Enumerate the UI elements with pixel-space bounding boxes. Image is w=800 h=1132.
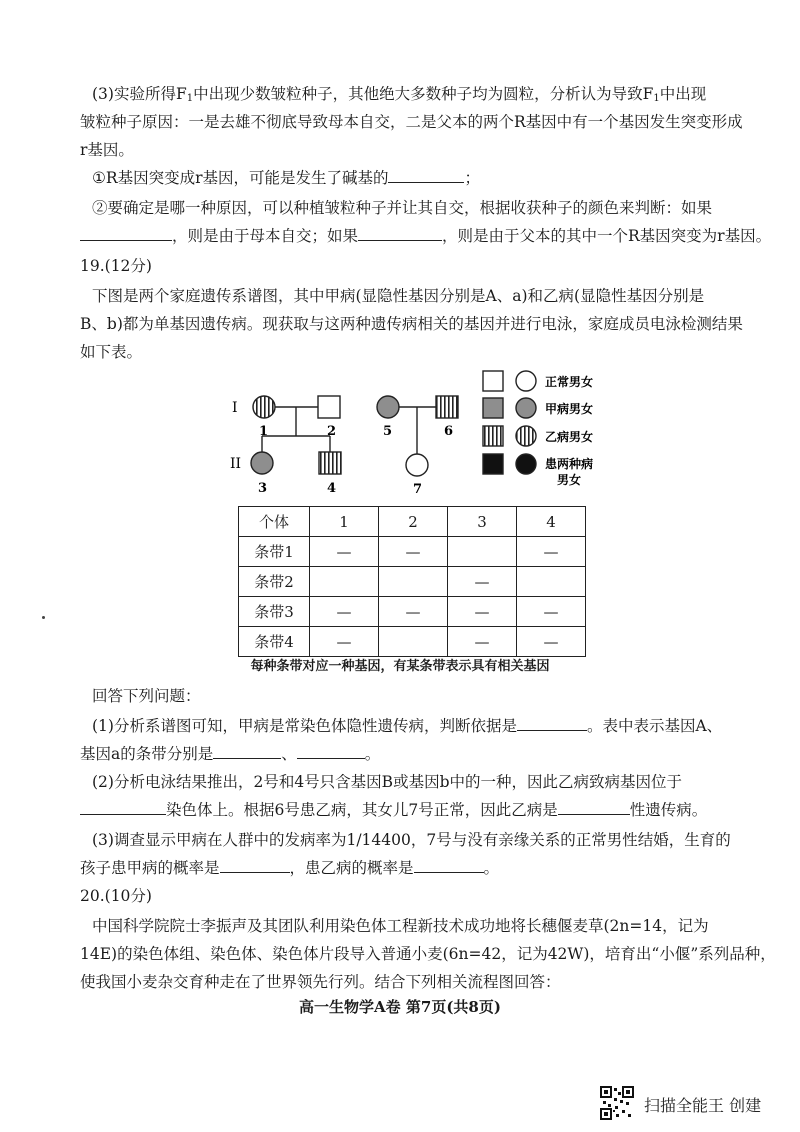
generation-2-label: II [230, 456, 242, 472]
generation-1-label: I [232, 400, 238, 416]
table-cell [517, 567, 586, 597]
answer-blank[interactable] [517, 716, 587, 731]
legend-both-label-1: 患两种病 [545, 457, 594, 471]
legend-normal-label: 正常男女 [545, 375, 594, 389]
legend-both-male [483, 454, 503, 474]
q20-line1: 中国科学院院士李振声及其团队利用染色体工程新技术成功地将长穗偃麦草(2n=14，记为 [92, 917, 709, 935]
row-label: 条带4 [239, 627, 310, 657]
qr-code-icon [600, 1086, 634, 1120]
answer-blank[interactable] [414, 858, 484, 873]
table-cell [448, 537, 517, 567]
table-cell [310, 567, 379, 597]
individual-3-a-disease-female [251, 452, 273, 474]
q19-intro-3: 如下表。 [80, 343, 143, 361]
q19-part1-line1: (1)分析系谱图可知，甲病是常染色体隐性遗传病，判断依据是 。表中表示基因A、 [92, 717, 723, 735]
table-row [239, 627, 586, 657]
q19-part2-line1: (2)分析电泳结果推出，2号和4号只含基因B或基因b中的一种，因此乙病致病基因位于 [92, 773, 682, 791]
q20-line3: 使我国小麦杂交育种走在了世界领先行列。结合下列相关流程图回答： [80, 973, 561, 991]
legend-b-male [483, 426, 503, 446]
legend-a-female [516, 398, 536, 418]
table-header-row [239, 507, 586, 537]
label-3: 3 [258, 481, 268, 496]
scan-speck [42, 616, 45, 619]
table-header-cell: 4 [517, 507, 586, 537]
table-cell: — [448, 597, 517, 627]
electrophoresis-table [238, 506, 586, 657]
table-cell: — [517, 627, 586, 657]
page-footer: 高一生物学A卷 第7页(共8页) [299, 998, 501, 1016]
row-label: 条带3 [239, 597, 310, 627]
answer-blank[interactable] [213, 744, 281, 759]
individual-7-normal-female [406, 454, 428, 476]
q18-3-line3: r基因。 [80, 141, 134, 159]
individual-1-b-disease-female [253, 396, 275, 418]
scanner-text: 扫描全能王 创建 [644, 1096, 762, 1115]
table-cell [379, 567, 448, 597]
label-5: 5 [383, 424, 393, 439]
label-2: 2 [327, 424, 337, 439]
scanner-watermark [600, 1086, 790, 1122]
table-cell: — [310, 597, 379, 627]
q19-part3-line2: 孩子患甲病的概率是 ，患乙病的概率是 。 [80, 859, 500, 877]
legend-b-female [516, 426, 536, 446]
q19-header: 19.(12分) [80, 257, 152, 275]
table-header-cell: 个体 [239, 507, 310, 537]
answer-blank[interactable] [80, 800, 166, 815]
answer-prompt: 回答下列问题： [92, 687, 201, 705]
table-header-cell: 1 [310, 507, 379, 537]
table-row [239, 537, 586, 567]
table-cell: — [310, 537, 379, 567]
answer-blank[interactable] [297, 744, 365, 759]
row-label: 条带1 [239, 537, 310, 567]
table-caption: 每种条带对应一种基因，有某条带表示具有相关基因 [250, 659, 550, 674]
q19-intro-1: 下图是两个家庭遗传系谱图，其中甲病(显隐性基因分别是A、a)和乙病(显隐性基因分别是 [92, 287, 705, 305]
q18-3-line2: 皱粒种子原因：一是去雄不彻底导致母本自交，二是父本的两个R基因中有一个基因发生突变形成 [80, 113, 743, 131]
table-cell: — [310, 627, 379, 657]
individual-2-normal-male [318, 396, 340, 418]
individual-6-b-disease-male [436, 396, 458, 418]
answer-blank[interactable] [558, 800, 630, 815]
table-header-cell: 2 [379, 507, 448, 537]
row-label: 条带2 [239, 567, 310, 597]
q19-intro-2: B、b)都为单基因遗传病。现获取与这两种遗传病相关的基因并进行电泳，家庭成员电泳检测结果 [80, 315, 743, 333]
legend-b-label: 乙病男女 [545, 430, 594, 444]
label-6: 6 [444, 424, 454, 439]
table-cell: — [448, 567, 517, 597]
label-1: 1 [259, 424, 269, 439]
legend-a-male [483, 398, 503, 418]
table-cell: — [517, 537, 586, 567]
pedigree-chart [0, 0, 800, 500]
table-row [239, 567, 586, 597]
legend-both-label-2: 男女 [557, 473, 582, 487]
answer-blank[interactable] [220, 858, 290, 873]
label-4: 4 [327, 481, 337, 496]
legend-normal-female [516, 371, 536, 391]
individual-5-a-disease-female [377, 396, 399, 418]
table-row [239, 597, 586, 627]
q18-3-line1: (3)实验所得$F_1$中出现少数皱粒种子，其他绝大多数种子均为圆粒，分析认为导致$F_1$中出现 [92, 85, 707, 104]
q19-part3-line1: (3)调查显示甲病在人群中的发病率为1/14400，7号与没有亲缘关系的正常男性结婚，生育的 [92, 831, 731, 849]
q18-3-item1: ①R基因突变成r基因，可能是发生了碱基的 ； [92, 169, 480, 187]
q19-part2-line2: 染色体上。根据6号患乙病，其女儿7号正常，因此乙病是 性遗传病。 [80, 800, 707, 820]
table-header-cell: 3 [448, 507, 517, 537]
table-cell [379, 627, 448, 657]
legend-both-female [516, 454, 536, 474]
legend-normal-male [483, 371, 503, 391]
table-cell: — [379, 597, 448, 627]
q19-part1-line2: 基因a的条带分别是 、 。 [80, 745, 381, 763]
table-cell: — [448, 627, 517, 657]
individual-4-b-disease-male [319, 452, 341, 474]
q20-line2: 14E)的染色体组、染色体、染色体片段导入普通小麦(6n=42，记为42W)，培育出“小偃”系列品种， [80, 945, 776, 963]
q20-header: 20.(10分) [80, 887, 152, 905]
table-cell: — [517, 597, 586, 627]
label-7: 7 [413, 482, 423, 497]
legend-a-label: 甲病男女 [545, 402, 594, 416]
table-cell: — [379, 537, 448, 567]
q18-3-item2: ②要确定是哪一种原因，可以种植皱粒种子并让其自交，根据收获种子的颜色来判断：如果 [92, 199, 713, 217]
q18-3-item2-cont: ，则是由于母本自交；如果 ，则是由于父本的其中一个R基因突变为r基因。 [80, 226, 771, 246]
